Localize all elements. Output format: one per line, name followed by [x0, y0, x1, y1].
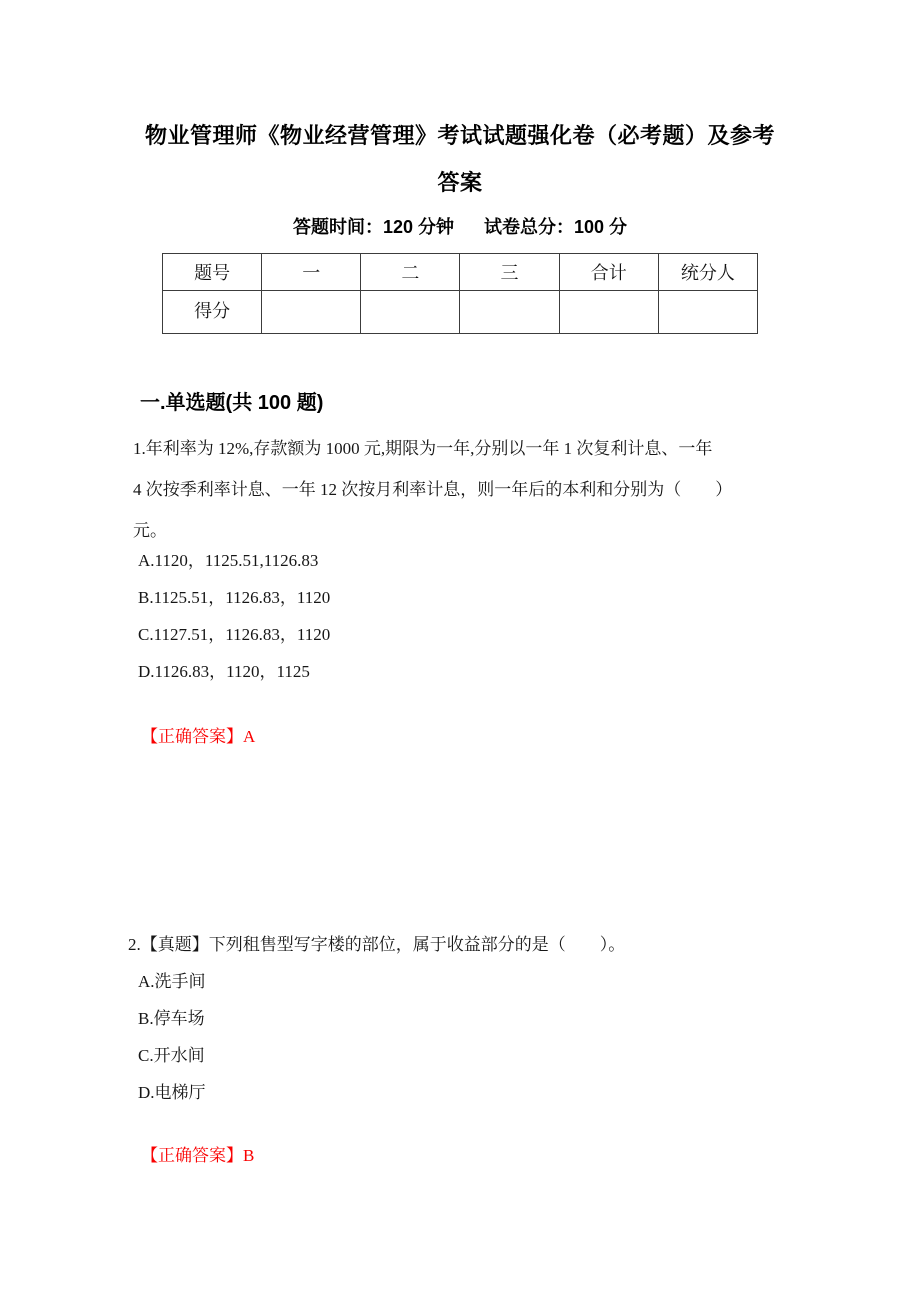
score-row-label: 得分	[163, 291, 262, 334]
score-table-header-part-2: 二	[361, 254, 460, 291]
question-1-answer-value: A	[243, 727, 256, 746]
score-table-header-part-1: 一	[262, 254, 361, 291]
question-1-answer-label: 【正确答案】	[141, 727, 243, 746]
score-cell-2	[361, 291, 460, 334]
question-1-option-b: B.1125.51，1126.83，1120	[138, 588, 331, 607]
question-2-text-line-1: 2.【真题】下列租售型写字楼的部位，属于收益部分的是（ ）。	[128, 935, 626, 954]
question-2-option-a: A.洗手间	[138, 972, 206, 991]
score-table-header-part-3: 三	[460, 254, 559, 291]
score-table-header-row	[163, 254, 758, 291]
score-table-score-row	[163, 291, 758, 334]
score-cell-4	[559, 291, 658, 334]
question-1-text	[133, 428, 803, 551]
question-2-option-b: B.停车场	[138, 1009, 205, 1028]
score-table	[162, 253, 758, 334]
question-1-text-line-2: 4 次按季利率计息、一年 12 次按月利率计息，则一年后的本利和分别为（ ）	[133, 480, 733, 499]
question-1-options	[138, 542, 330, 690]
question-2-text	[128, 926, 798, 963]
question-1-text-line-1: 1.年利率为 12%,存款额为 1000 元,期限为一年,分别以一年 1 次复利计息、一年	[133, 439, 713, 458]
score-cell-3	[460, 291, 559, 334]
question-2-options	[138, 963, 206, 1111]
score-table-header-scorer: 统分人	[658, 254, 757, 291]
score-table-header-total: 合计	[559, 254, 658, 291]
question-2-answer-line	[141, 1142, 254, 1170]
question-1-option-a: A.1120，1125.51,1126.83	[138, 551, 319, 570]
score-table-header-question-no: 题号	[163, 254, 262, 291]
question-2-answer-label: 【正确答案】	[141, 1146, 243, 1165]
question-1-answer-line	[141, 723, 255, 751]
score-cell-1	[262, 291, 361, 334]
exam-duration: 答题时间：120 分钟	[292, 217, 454, 237]
exam-info-line	[0, 214, 920, 240]
question-2-answer-value: B	[243, 1146, 255, 1165]
section-heading-single-choice: 一.单选题(共 100 题)	[140, 392, 324, 414]
page-title: 物业管理师《物业经营管理》考试试题强化卷（必考题）及参考答案	[144, 123, 775, 195]
question-2-option-d: D.电梯厅	[138, 1083, 206, 1102]
question-1-option-c: C.1127.51，1126.83，1120	[138, 625, 331, 644]
question-1-text-line-3: 元。	[133, 521, 167, 540]
question-2-option-c: C.开水间	[138, 1046, 205, 1065]
question-1-option-d: D.1126.83，1120，1125	[138, 662, 310, 681]
exam-total-score: 试卷总分：100 分	[484, 217, 628, 237]
score-cell-5	[658, 291, 757, 334]
